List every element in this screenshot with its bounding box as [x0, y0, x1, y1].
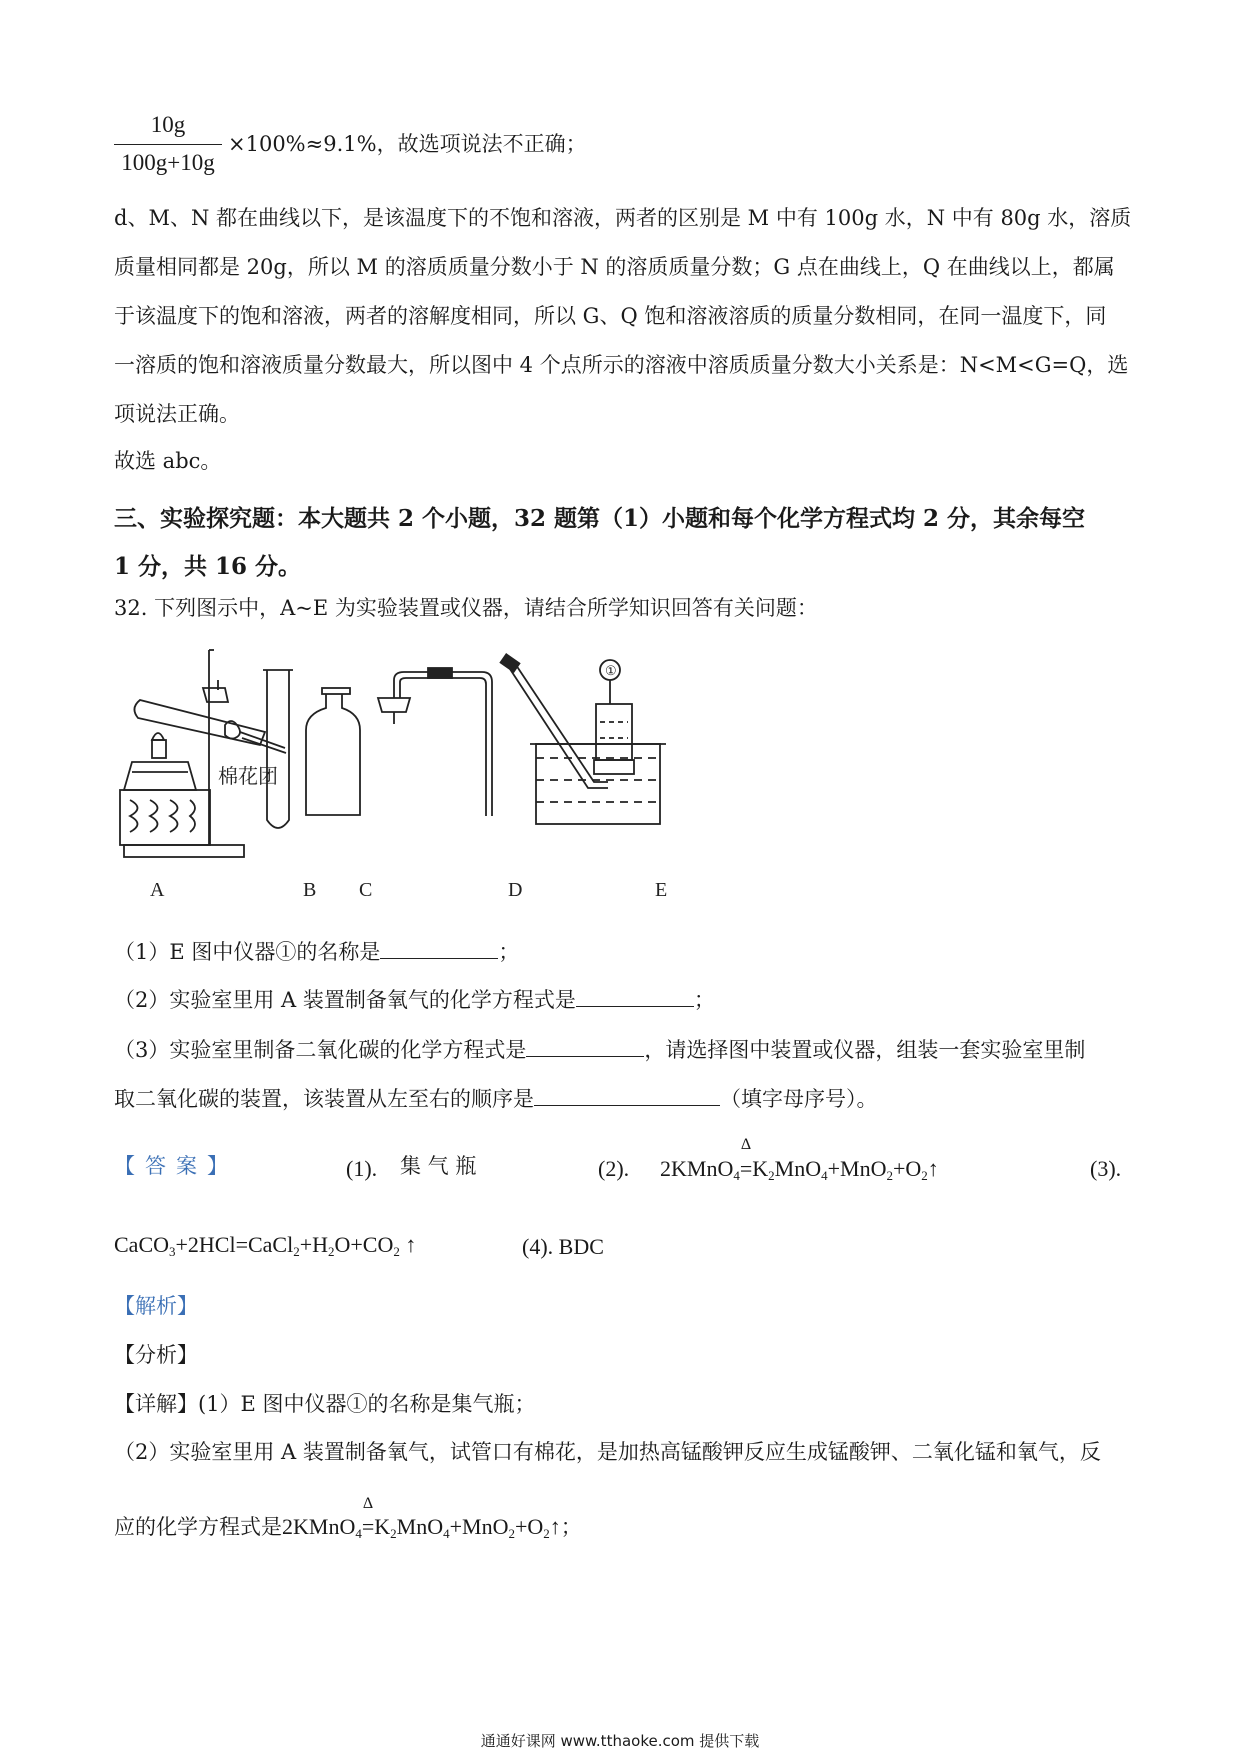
rubber-joint [428, 668, 452, 678]
circle-number: ① [605, 663, 617, 678]
sub-question-3-text: （3）实验室里制备二氧化碳的化学方程式是 [114, 1038, 527, 1062]
fraction-numerator: 10g [114, 112, 222, 145]
detail-line-3-suffix: ； [560, 1515, 582, 1539]
apparatus-e-collection-jar [596, 704, 632, 760]
apparatus-b-test-tube [267, 670, 289, 828]
sub-question-3-cont: ，请选择图中装置或仪器，组装一套实验室里制 [644, 1038, 1086, 1062]
apparatus-figure [110, 640, 750, 910]
option-d-line-5: 项说法正确。 [114, 402, 240, 426]
sub-question-1-end: ； [498, 940, 520, 964]
detail-line-3-prefix: 应的化学方程式是 [114, 1515, 282, 1539]
label-d: D [508, 879, 523, 901]
jiexi-label: 【解析】 [114, 1294, 198, 1318]
question-32-stem: 32. 下列图示中，A~E 为实验装置或仪器，请结合所学知识回答有关问题： [114, 596, 818, 620]
cotton-label: 棉花团 [218, 766, 278, 788]
clamp [203, 688, 228, 702]
answer-label: 【答案】 [114, 1154, 238, 1178]
detail-line-3 [114, 1495, 582, 1541]
answer-part-4: (4). BDC [522, 1234, 604, 1259]
fraction [114, 112, 222, 176]
option-d-line-1: d、M、N 都在曲线以下，是该温度下的不饱和溶液，两者的区别是 M 中有 100g 水，N 中有 80g 水，溶质 [114, 206, 1132, 230]
sub-question-2-text: （2）实验室里用 A 装置制备氧气的化学方程式是 [114, 988, 576, 1012]
fraction-denominator: 100g+10g [121, 150, 215, 175]
answer-blank-2[interactable] [576, 988, 694, 1007]
label-e: E [655, 879, 668, 901]
label-b: B [303, 879, 317, 901]
answer-part-2-number: (2). [598, 1156, 630, 1181]
jar-lid [322, 688, 350, 694]
stand-base [124, 845, 244, 857]
label-c: C [359, 879, 373, 901]
answer-part-3-number: (3). [1090, 1156, 1122, 1181]
sub-question-1 [114, 940, 519, 963]
fenxi-label: 【分析】 [114, 1343, 198, 1367]
equation-caco3: $CaCO_3+2HCl=CaCl_2+H_2O+CO_2$ ↑ [114, 1232, 417, 1259]
lamp-flame [152, 733, 164, 740]
fraction-tail: ×100%≈9.1%，故选项说法不正确； [228, 132, 587, 156]
equation-kmno4-repeat: 2KMnO$_4$ Δ $=K_2MnO_4+MnO_2+O_2↑$ [282, 1495, 561, 1541]
sub-question-2 [114, 988, 715, 1011]
sub-question-3a [114, 1038, 1085, 1061]
apparatus-c-gas-jar [306, 694, 360, 815]
apparatus-e-trough [536, 744, 660, 824]
label-a: A [150, 879, 165, 901]
apparatus-d-bent-tube [394, 672, 492, 816]
alcohol-lamp [124, 762, 196, 790]
equation-kmno4: 2KMnO$_4$ Δ $=K_2MnO_4+MnO_2+O_2↑$ [660, 1136, 939, 1183]
lamp-wick [152, 740, 166, 758]
funnel-cup [378, 698, 410, 712]
answer-part-1: 集 气 瓶 [400, 1154, 477, 1178]
sub-question-3b-end: （填字母序号）。 [720, 1087, 878, 1111]
sub-question-3b-text: 取二氧化碳的装置，该装置从左至右的顺序是 [114, 1087, 534, 1111]
section-heading-line-1: 三、实验探究题：本大题共 2 个小题，32 题第（1）小题和每个化学方程式均 2 分，其余每空 [114, 505, 1086, 532]
answer-blank-1[interactable] [380, 940, 498, 959]
answer-blank-3[interactable] [526, 1038, 644, 1057]
option-d-line-2: 质量相同都是 20g，所以 M 的溶质质量分数小于 N 的溶质质量分数；G 点在曲线上，Q 在曲线以上，都属 [114, 255, 1115, 279]
detail-line-2: （2）实验室里用 A 装置制备氧气，试管口有棉花，是加热高锰酸钾反应生成锰酸钾、二氧化锰和氧气，反 [114, 1440, 1101, 1464]
detail-line-1: 【详解】(1）E 图中仪器①的名称是集气瓶； [114, 1392, 536, 1416]
sub-question-3b [114, 1087, 878, 1110]
option-d-line-4: 一溶质的饱和溶液质量分数最大，所以图中 4 个点所示的溶液中溶质质量分数大小关系是：N<M<G=Q，选 [114, 353, 1129, 377]
choice-text: 故选 abc。 [114, 449, 222, 473]
answer-part-1-number: (1). [346, 1156, 378, 1181]
sub-question-1-text: （1）E 图中仪器①的名称是 [114, 940, 381, 964]
footer-source: 通通好课网 www.tthaoke.com 提供下载 [480, 1732, 760, 1750]
answer-blank-4[interactable] [534, 1087, 720, 1106]
option-d-line-3: 于该温度下的饱和溶液，两者的溶解度相同，所以 G、Q 饱和溶液溶质的质量分数相同，在同一温度下，同 [114, 304, 1107, 328]
section-heading-line-2: 1 分，共 16 分。 [114, 553, 302, 580]
sub-question-2-end: ； [693, 988, 715, 1012]
